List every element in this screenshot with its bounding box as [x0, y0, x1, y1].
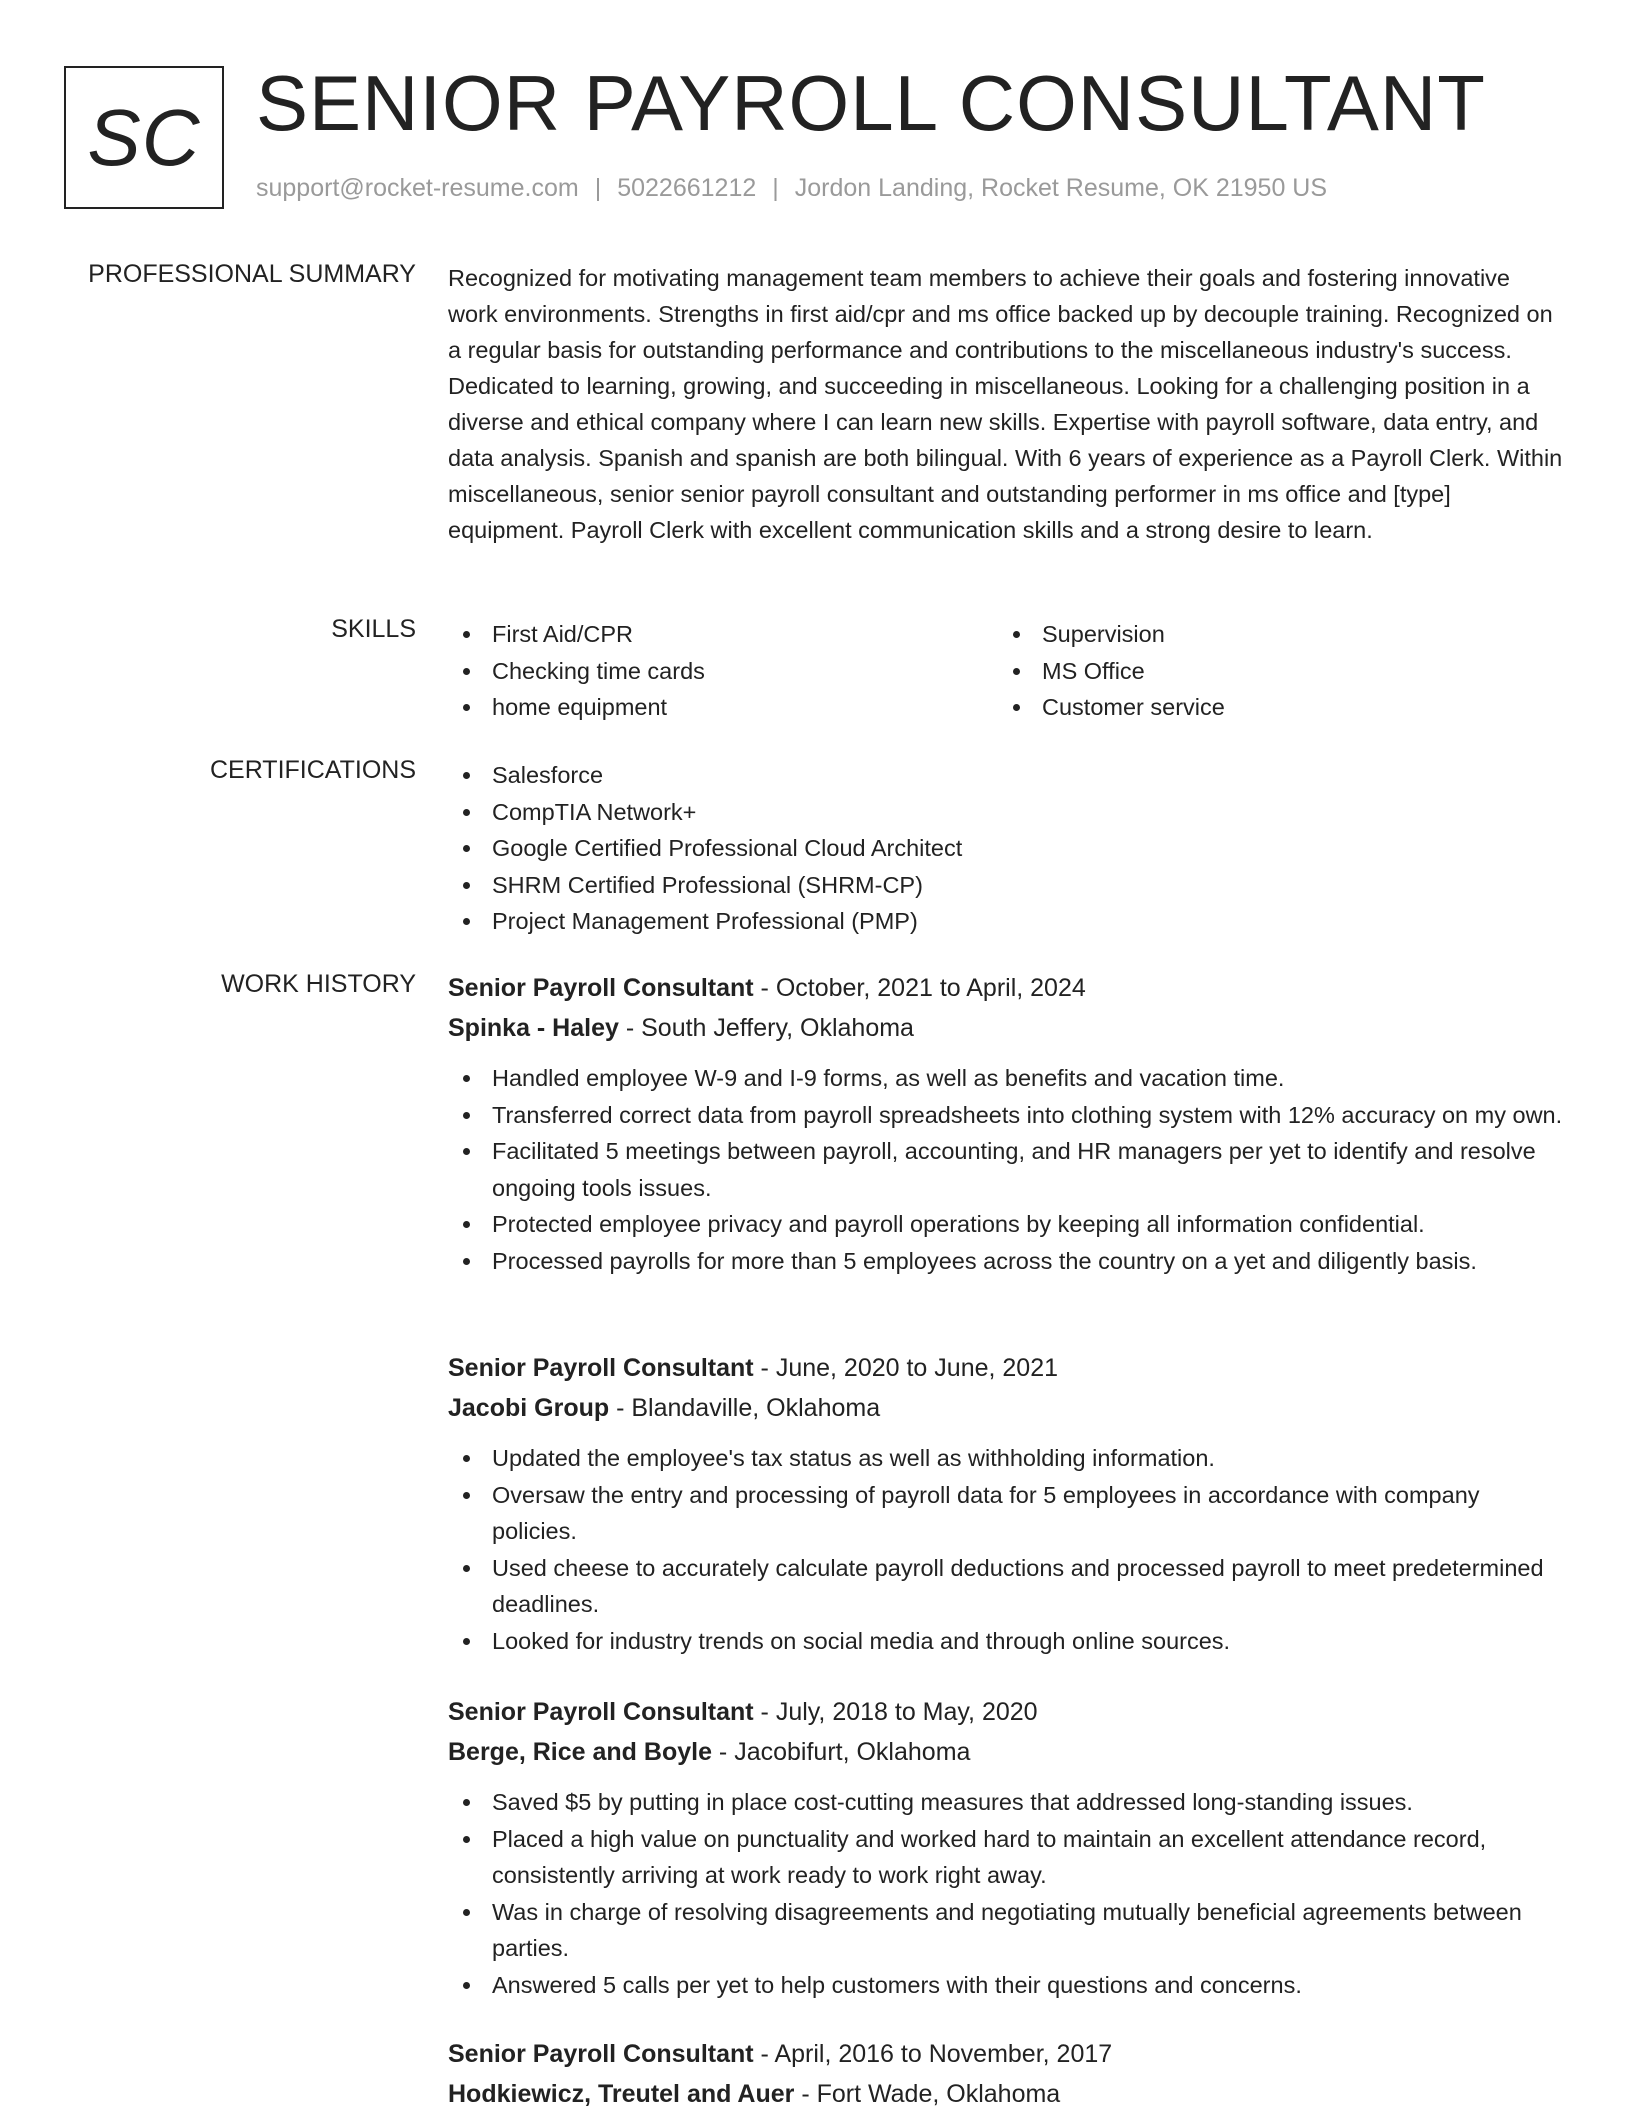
job-title: Senior Payroll Consultant [448, 2040, 754, 2068]
list-item: Updated the employee's tax status as well as withholding information. [448, 1440, 1563, 1477]
job-title-line [448, 1692, 1563, 1732]
list-item: Checking time cards [448, 653, 998, 690]
list-item: CompTIA Network+ [448, 794, 1563, 831]
list-item: Was in charge of resolving disagreements and negotiating mutually beneficial agreements between parties. [448, 1894, 1563, 1967]
job-title: Senior Payroll Consultant [448, 974, 754, 1002]
list-item: Placed a high value on punctuality and worked hard to maintain an excellent attendance record, consistently arriving at work ready to work right away. [448, 1821, 1563, 1894]
list-item: Answered 5 calls per yet to help customers with their questions and concerns. [448, 1967, 1563, 2004]
list-item: Handled employee W-9 and I-9 forms, as well as benefits and vacation time. [448, 1060, 1563, 1097]
skills-list [448, 616, 1563, 726]
contact-phone: 5022661212 [617, 174, 757, 202]
list-item: Saved $5 by putting in place cost-cutting measures that addressed long-standing issues. [448, 1784, 1563, 1821]
job-entry [448, 1348, 1563, 1659]
job-location: - Jacobifurt, Oklahoma [711, 1738, 971, 1766]
list-item: Google Certified Professional Cloud Architect [448, 830, 1563, 867]
list-item: Oversaw the entry and processing of payroll data for 5 employees in accordance with company policies. [448, 1477, 1563, 1550]
list-item: Used cheese to accurately calculate payroll deductions and processed payroll to meet predetermined deadlines. [448, 1550, 1563, 1623]
list-item: home equipment [448, 689, 998, 726]
list-item: Looked for industry trends on social media and through online sources. [448, 1623, 1563, 1660]
job-company-line [448, 1008, 1563, 1048]
job-bullets [448, 1440, 1563, 1659]
job-location: - South Jeffery, Oklahoma [618, 1014, 914, 1042]
job-dates: - June, 2020 to June, 2021 [753, 1354, 1059, 1382]
section-label-work-history: WORK HISTORY [221, 970, 416, 998]
skills-column-1 [448, 616, 998, 726]
job-company: Hodkiewicz, Treutel and Auer [448, 2080, 795, 2108]
job-entry [448, 968, 1563, 1279]
job-company: Spinka - Haley [448, 1014, 619, 1042]
page-title: SENIOR PAYROLL CONSULTANT [256, 59, 1486, 147]
monogram-logo: SC [64, 66, 224, 209]
contact-line [256, 174, 1327, 203]
list-item: Salesforce [448, 757, 1563, 794]
job-company: Jacobi Group [448, 1394, 610, 1422]
certifications-list [448, 757, 1563, 940]
list-item: Transferred correct data from payroll spreadsheets into clothing system with 12% accuracy on my own. [448, 1097, 1563, 1134]
section-label-certifications: CERTIFICATIONS [209, 756, 416, 784]
list-item: Supervision [998, 616, 1548, 653]
job-location: - Fort Wade, Oklahoma [794, 2080, 1061, 2108]
list-item: First Aid/CPR [448, 616, 998, 653]
job-bullets [448, 1060, 1563, 1279]
summary-text: Recognized for motivating management team members to achieve their goals and fostering innovative work environments. Strengths in first aid/cpr and ms office backed up by decouple training. Recognized on a regular basis for outstanding performance and contributions to the miscellaneous industry's success. Dedicated to learning, growing, and succeeding in miscellaneous. Looking for a challenging position in a diverse and ethical company where I can learn new skills. Expertise with payroll software, data entry, and data analysis. Spanish and spanish are both bilingual. With 6 years of experience as a Payroll Clerk. Within miscellaneous, senior senior payroll consultant and outstanding performer in ms office and [type] equipment. Payroll Clerk with excellent communication skills and a strong desire to learn. [448, 265, 1563, 543]
job-title: Senior Payroll Consultant [448, 1354, 754, 1382]
job-title-line [448, 968, 1563, 1008]
contact-separator: | [772, 174, 779, 202]
contact-separator: | [594, 174, 602, 202]
list-item: Protected employee privacy and payroll operations by keeping all information confidential. [448, 1206, 1563, 1243]
contact-address: Jordon Landing, Rocket Resume, OK 21950 US [794, 174, 1328, 202]
list-item: MS Office [998, 653, 1548, 690]
job-title: Senior Payroll Consultant [448, 1698, 754, 1726]
job-bullets [448, 1784, 1563, 2003]
list-item: Processed payrolls for more than 5 employees across the country on a yet and diligently basis. [448, 1243, 1563, 1280]
job-entry [448, 1692, 1563, 2003]
list-item: Customer service [998, 689, 1548, 726]
list-item: Facilitated 5 meetings between payroll, accounting, and HR managers per yet to identify and resolve ongoing tools issues. [448, 1133, 1563, 1206]
job-company-line [448, 1732, 1563, 1772]
job-company-line [448, 1388, 1563, 1428]
skills-column-2 [998, 616, 1548, 726]
list-item: SHRM Certified Professional (SHRM-CP) [448, 867, 1563, 904]
section-label-skills: SKILLS [331, 615, 416, 643]
job-location: - Blandaville, Oklahoma [609, 1394, 881, 1422]
list-item: Project Management Professional (PMP) [448, 903, 1563, 940]
section-label-summary: PROFESSIONAL SUMMARY [88, 260, 416, 288]
job-title-line [448, 1348, 1563, 1388]
contact-email: support@rocket-resume.com [256, 174, 579, 202]
job-dates: - April, 2016 to November, 2017 [753, 2040, 1113, 2068]
job-title-line [448, 2034, 1563, 2074]
job-company: Berge, Rice and Boyle [448, 1738, 712, 1766]
job-entry [448, 2034, 1563, 2112]
job-dates: - July, 2018 to May, 2020 [753, 1698, 1038, 1726]
job-company-line [448, 2074, 1563, 2112]
job-dates: - October, 2021 to April, 2024 [753, 974, 1086, 1002]
